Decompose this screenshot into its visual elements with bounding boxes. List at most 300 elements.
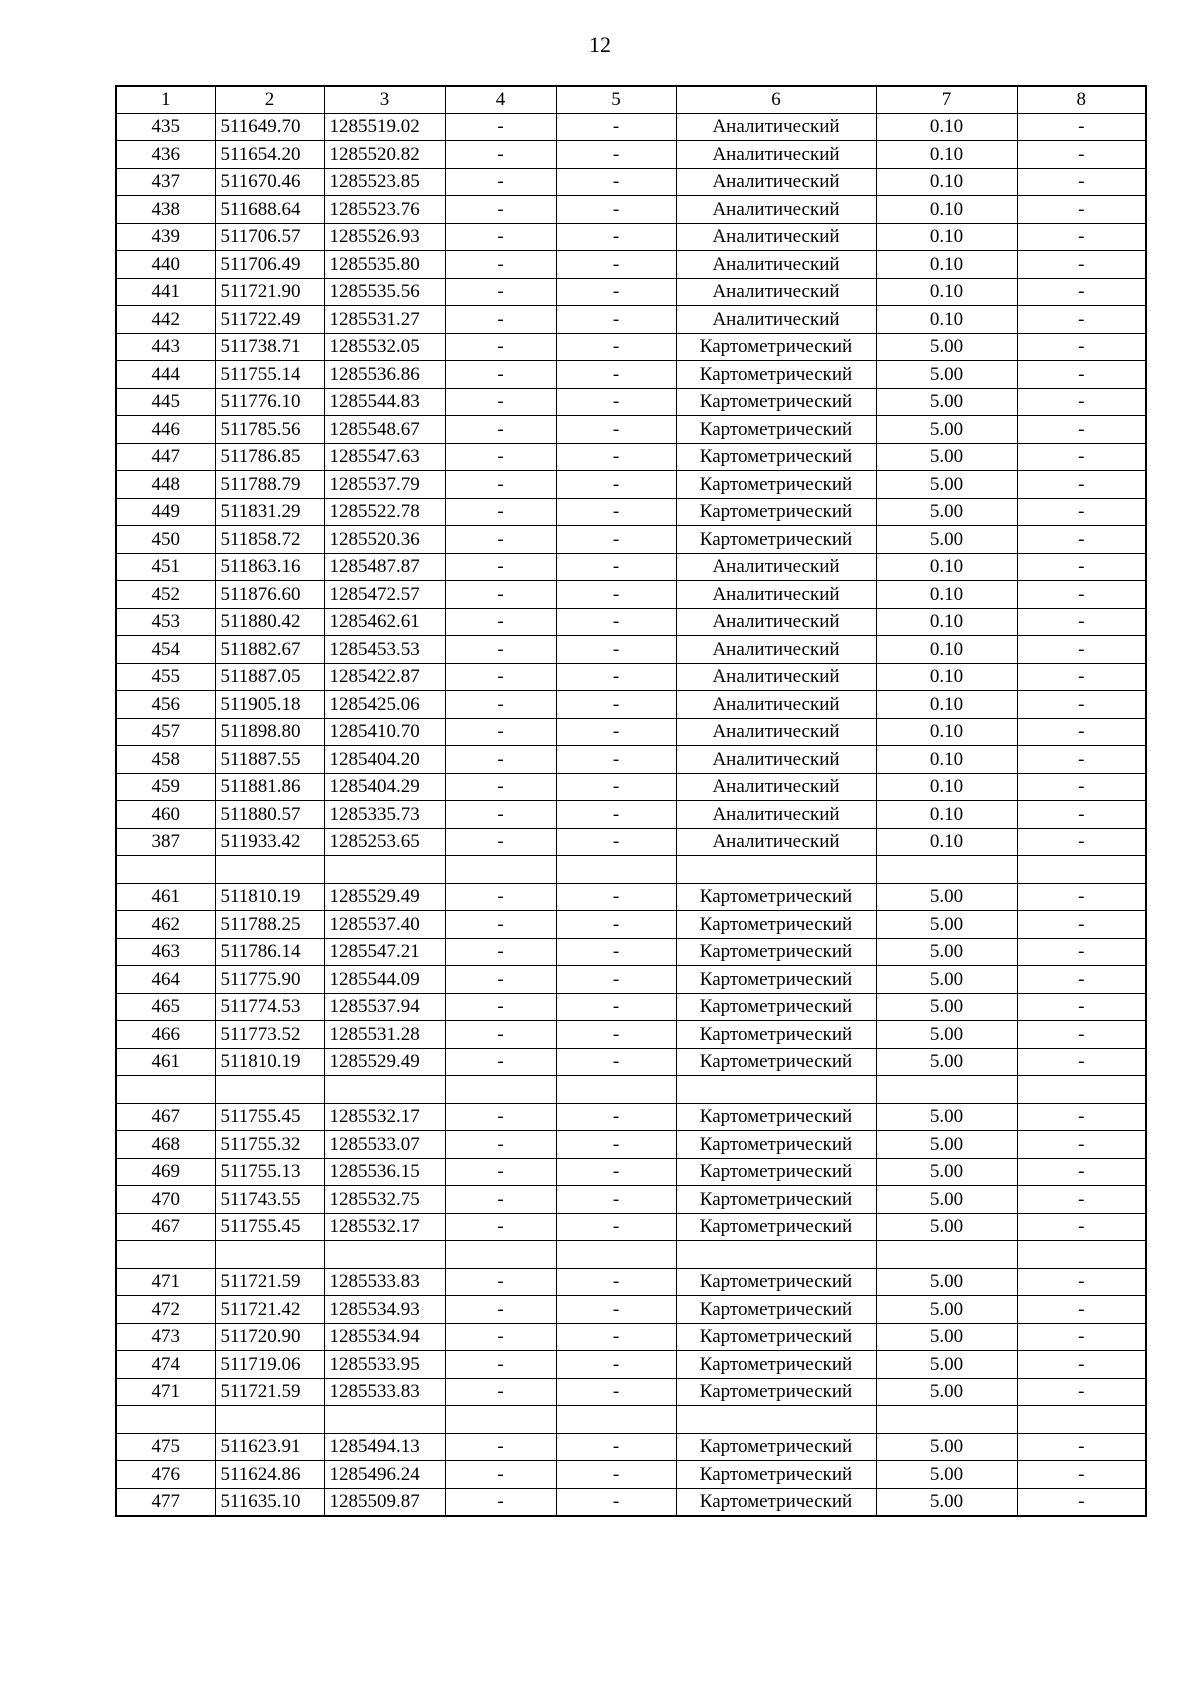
table-row xyxy=(116,498,1146,526)
point-number-cell: 387 xyxy=(116,828,215,856)
point-number-cell: 457 xyxy=(116,718,215,746)
x-coordinate-cell: 511654.20 xyxy=(215,141,324,169)
col-8-cell: - xyxy=(1017,938,1146,966)
accuracy-cell: 5.00 xyxy=(876,1461,1017,1489)
point-number-cell: 471 xyxy=(116,1378,215,1406)
accuracy-cell: 5.00 xyxy=(876,1323,1017,1351)
x-coordinate-cell: 511743.55 xyxy=(215,1186,324,1214)
col-4-cell: - xyxy=(445,828,556,856)
table-row xyxy=(116,1461,1146,1489)
method-cell: Аналитический xyxy=(676,196,876,224)
point-number-cell: 475 xyxy=(116,1433,215,1461)
col-8-cell: - xyxy=(1017,608,1146,636)
col-4-cell: - xyxy=(445,113,556,141)
y-coordinate-cell: 1285532.75 xyxy=(324,1186,445,1214)
col-5-cell: - xyxy=(556,1268,676,1296)
x-coordinate-cell xyxy=(215,1241,324,1269)
col-4-cell: - xyxy=(445,1351,556,1379)
table-row xyxy=(116,993,1146,1021)
col-4-cell xyxy=(445,1241,556,1269)
method-cell: Картометрический xyxy=(676,911,876,939)
point-number-cell: 441 xyxy=(116,278,215,306)
x-coordinate-cell: 511788.25 xyxy=(215,911,324,939)
method-cell: Аналитический xyxy=(676,553,876,581)
point-number-cell: 466 xyxy=(116,1021,215,1049)
x-coordinate-cell: 511721.90 xyxy=(215,278,324,306)
col-4-cell: - xyxy=(445,993,556,1021)
y-coordinate-cell: 1285537.94 xyxy=(324,993,445,1021)
col-5-cell: - xyxy=(556,1021,676,1049)
col-4-cell: - xyxy=(445,1131,556,1159)
accuracy-cell: 5.00 xyxy=(876,911,1017,939)
accuracy-cell: 0.10 xyxy=(876,141,1017,169)
accuracy-cell xyxy=(876,1406,1017,1434)
x-coordinate-cell: 511887.55 xyxy=(215,746,324,774)
table-row xyxy=(116,1351,1146,1379)
y-coordinate-cell: 1285548.67 xyxy=(324,416,445,444)
point-number-cell: 453 xyxy=(116,608,215,636)
col-5-cell: - xyxy=(556,1213,676,1241)
col-8-cell: - xyxy=(1017,993,1146,1021)
point-number-cell: 463 xyxy=(116,938,215,966)
col-8-cell: - xyxy=(1017,553,1146,581)
col-5-cell: - xyxy=(556,801,676,829)
method-cell: Картометрический xyxy=(676,938,876,966)
col-8-cell: - xyxy=(1017,1378,1146,1406)
accuracy-cell: 5.00 xyxy=(876,1488,1017,1516)
table-row xyxy=(116,1488,1146,1516)
col-5-cell: - xyxy=(556,526,676,554)
method-cell: Картометрический xyxy=(676,1461,876,1489)
x-coordinate-cell: 511786.85 xyxy=(215,443,324,471)
accuracy-cell: 5.00 xyxy=(876,526,1017,554)
header-cell: 7 xyxy=(876,86,1017,113)
accuracy-cell: 0.10 xyxy=(876,718,1017,746)
col-4-cell: - xyxy=(445,278,556,306)
y-coordinate-cell: 1285253.65 xyxy=(324,828,445,856)
col-4-cell: - xyxy=(445,1488,556,1516)
accuracy-cell: 5.00 xyxy=(876,1296,1017,1324)
col-4-cell: - xyxy=(445,1323,556,1351)
y-coordinate-cell: 1285509.87 xyxy=(324,1488,445,1516)
table-row xyxy=(116,1433,1146,1461)
method-cell: Картометрический xyxy=(676,361,876,389)
table-row xyxy=(116,416,1146,444)
table-row xyxy=(116,1131,1146,1159)
point-number-cell xyxy=(116,1241,215,1269)
col-4-cell: - xyxy=(445,196,556,224)
col-5-cell: - xyxy=(556,828,676,856)
col-8-cell: - xyxy=(1017,691,1146,719)
table-row xyxy=(116,636,1146,664)
header-cell: 2 xyxy=(215,86,324,113)
col-4-cell: - xyxy=(445,388,556,416)
accuracy-cell: 5.00 xyxy=(876,938,1017,966)
point-number-cell: 461 xyxy=(116,1048,215,1076)
col-5-cell: - xyxy=(556,498,676,526)
point-number-cell: 436 xyxy=(116,141,215,169)
method-cell: Картометрический xyxy=(676,1131,876,1159)
accuracy-cell: 0.10 xyxy=(876,251,1017,279)
point-number-cell: 455 xyxy=(116,663,215,691)
x-coordinate-cell: 511887.05 xyxy=(215,663,324,691)
y-coordinate-cell: 1285422.87 xyxy=(324,663,445,691)
col-4-cell: - xyxy=(445,636,556,664)
table-row xyxy=(116,1241,1146,1269)
point-number-cell xyxy=(116,1406,215,1434)
col-5-cell: - xyxy=(556,636,676,664)
col-4-cell: - xyxy=(445,581,556,609)
col-5-cell: - xyxy=(556,443,676,471)
point-number-cell: 468 xyxy=(116,1131,215,1159)
header-cell: 1 xyxy=(116,86,215,113)
col-4-cell: - xyxy=(445,361,556,389)
x-coordinate-cell: 511810.19 xyxy=(215,1048,324,1076)
col-8-cell: - xyxy=(1017,828,1146,856)
col-4-cell: - xyxy=(445,1048,556,1076)
col-5-cell: - xyxy=(556,966,676,994)
col-5-cell: - xyxy=(556,581,676,609)
col-5-cell: - xyxy=(556,1103,676,1131)
method-cell: Картометрический xyxy=(676,333,876,361)
point-number-cell: 467 xyxy=(116,1103,215,1131)
col-5-cell: - xyxy=(556,471,676,499)
col-5-cell: - xyxy=(556,361,676,389)
col-4-cell: - xyxy=(445,251,556,279)
col-5-cell: - xyxy=(556,168,676,196)
y-coordinate-cell: 1285523.76 xyxy=(324,196,445,224)
col-4-cell: - xyxy=(445,938,556,966)
x-coordinate-cell: 511670.46 xyxy=(215,168,324,196)
col-8-cell xyxy=(1017,1076,1146,1104)
col-8-cell: - xyxy=(1017,141,1146,169)
accuracy-cell: 0.10 xyxy=(876,196,1017,224)
method-cell: Аналитический xyxy=(676,691,876,719)
x-coordinate-cell: 511785.56 xyxy=(215,416,324,444)
x-coordinate-cell: 511786.14 xyxy=(215,938,324,966)
col-8-cell xyxy=(1017,1241,1146,1269)
table-row xyxy=(116,581,1146,609)
y-coordinate-cell: 1285494.13 xyxy=(324,1433,445,1461)
method-cell: Картометрический xyxy=(676,471,876,499)
method-cell: Картометрический xyxy=(676,1213,876,1241)
point-number-cell: 445 xyxy=(116,388,215,416)
point-number-cell: 442 xyxy=(116,306,215,334)
y-coordinate-cell: 1285534.93 xyxy=(324,1296,445,1324)
accuracy-cell: 5.00 xyxy=(876,416,1017,444)
x-coordinate-cell: 511774.53 xyxy=(215,993,324,1021)
table-row xyxy=(116,1186,1146,1214)
col-8-cell: - xyxy=(1017,196,1146,224)
method-cell: Аналитический xyxy=(676,113,876,141)
y-coordinate-cell: 1285532.17 xyxy=(324,1213,445,1241)
point-number-cell: 452 xyxy=(116,581,215,609)
table-row xyxy=(116,278,1146,306)
method-cell: Картометрический xyxy=(676,1186,876,1214)
x-coordinate-cell: 511858.72 xyxy=(215,526,324,554)
x-coordinate-cell xyxy=(215,1076,324,1104)
y-coordinate-cell: 1285529.49 xyxy=(324,1048,445,1076)
col-5-cell: - xyxy=(556,306,676,334)
x-coordinate-cell: 511635.10 xyxy=(215,1488,324,1516)
col-8-cell: - xyxy=(1017,581,1146,609)
table-row xyxy=(116,718,1146,746)
x-coordinate-cell: 511721.59 xyxy=(215,1268,324,1296)
method-cell: Картометрический xyxy=(676,1296,876,1324)
x-coordinate-cell: 511755.45 xyxy=(215,1213,324,1241)
method-cell: Картометрический xyxy=(676,1158,876,1186)
col-8-cell: - xyxy=(1017,388,1146,416)
col-4-cell: - xyxy=(445,966,556,994)
y-coordinate-cell: 1285529.49 xyxy=(324,883,445,911)
col-5-cell: - xyxy=(556,333,676,361)
accuracy-cell: 5.00 xyxy=(876,1213,1017,1241)
col-4-cell: - xyxy=(445,333,556,361)
y-coordinate-cell: 1285532.17 xyxy=(324,1103,445,1131)
table-row xyxy=(116,361,1146,389)
table-row xyxy=(116,883,1146,911)
method-cell: Аналитический xyxy=(676,141,876,169)
y-coordinate-cell: 1285520.36 xyxy=(324,526,445,554)
method-cell xyxy=(676,1241,876,1269)
table-row xyxy=(116,333,1146,361)
col-8-cell: - xyxy=(1017,1131,1146,1159)
y-coordinate-cell: 1285526.93 xyxy=(324,223,445,251)
col-8-cell: - xyxy=(1017,443,1146,471)
x-coordinate-cell: 511755.14 xyxy=(215,361,324,389)
col-4-cell: - xyxy=(445,1021,556,1049)
col-8-cell: - xyxy=(1017,1268,1146,1296)
col-4-cell: - xyxy=(445,1378,556,1406)
x-coordinate-cell: 511688.64 xyxy=(215,196,324,224)
col-8-cell: - xyxy=(1017,1158,1146,1186)
col-4-cell: - xyxy=(445,718,556,746)
y-coordinate-cell: 1285532.05 xyxy=(324,333,445,361)
col-4-cell: - xyxy=(445,223,556,251)
col-5-cell: - xyxy=(556,1158,676,1186)
y-coordinate-cell: 1285544.09 xyxy=(324,966,445,994)
point-number-cell: 465 xyxy=(116,993,215,1021)
method-cell: Аналитический xyxy=(676,636,876,664)
method-cell: Аналитический xyxy=(676,581,876,609)
header-cell: 3 xyxy=(324,86,445,113)
col-8-cell: - xyxy=(1017,1323,1146,1351)
col-4-cell: - xyxy=(445,773,556,801)
y-coordinate-cell: 1285537.40 xyxy=(324,911,445,939)
point-number-cell: 451 xyxy=(116,553,215,581)
accuracy-cell: 5.00 xyxy=(876,1433,1017,1461)
col-8-cell xyxy=(1017,856,1146,884)
point-number-cell: 471 xyxy=(116,1268,215,1296)
table-row xyxy=(116,773,1146,801)
y-coordinate-cell: 1285533.95 xyxy=(324,1351,445,1379)
point-number-cell: 459 xyxy=(116,773,215,801)
header-cell: 5 xyxy=(556,86,676,113)
header-cell: 6 xyxy=(676,86,876,113)
point-number-cell: 449 xyxy=(116,498,215,526)
col-8-cell: - xyxy=(1017,1296,1146,1324)
method-cell: Аналитический xyxy=(676,801,876,829)
y-coordinate-cell: 1285547.63 xyxy=(324,443,445,471)
col-8-cell: - xyxy=(1017,168,1146,196)
method-cell: Аналитический xyxy=(676,773,876,801)
col-5-cell xyxy=(556,856,676,884)
x-coordinate-cell: 511706.49 xyxy=(215,251,324,279)
col-8-cell: - xyxy=(1017,883,1146,911)
x-coordinate-cell: 511623.91 xyxy=(215,1433,324,1461)
accuracy-cell: 0.10 xyxy=(876,553,1017,581)
x-coordinate-cell: 511649.70 xyxy=(215,113,324,141)
y-coordinate-cell: 1285536.86 xyxy=(324,361,445,389)
table-row xyxy=(116,1406,1146,1434)
accuracy-cell: 0.10 xyxy=(876,663,1017,691)
col-5-cell: - xyxy=(556,553,676,581)
table-row xyxy=(116,1378,1146,1406)
method-cell: Аналитический xyxy=(676,306,876,334)
col-8-cell: - xyxy=(1017,333,1146,361)
col-8-cell: - xyxy=(1017,1461,1146,1489)
col-4-cell: - xyxy=(445,1186,556,1214)
method-cell: Картометрический xyxy=(676,498,876,526)
col-8-cell xyxy=(1017,1406,1146,1434)
col-4-cell: - xyxy=(445,553,556,581)
point-number-cell: 462 xyxy=(116,911,215,939)
accuracy-cell: 5.00 xyxy=(876,1351,1017,1379)
col-8-cell: - xyxy=(1017,251,1146,279)
col-4-cell: - xyxy=(445,1158,556,1186)
col-5-cell: - xyxy=(556,251,676,279)
table-row xyxy=(116,1213,1146,1241)
col-5-cell: - xyxy=(556,1131,676,1159)
col-8-cell: - xyxy=(1017,416,1146,444)
col-5-cell: - xyxy=(556,746,676,774)
point-number-cell: 464 xyxy=(116,966,215,994)
method-cell: Картометрический xyxy=(676,1488,876,1516)
method-cell: Картометрический xyxy=(676,1323,876,1351)
col-5-cell: - xyxy=(556,1433,676,1461)
col-5-cell: - xyxy=(556,416,676,444)
table-row xyxy=(116,746,1146,774)
x-coordinate-cell: 511881.86 xyxy=(215,773,324,801)
coordinates-table xyxy=(115,85,1147,1517)
table-row xyxy=(116,691,1146,719)
accuracy-cell: 5.00 xyxy=(876,966,1017,994)
col-4-cell xyxy=(445,1406,556,1434)
accuracy-cell: 0.10 xyxy=(876,828,1017,856)
accuracy-cell xyxy=(876,856,1017,884)
method-cell: Аналитический xyxy=(676,223,876,251)
table-row xyxy=(116,168,1146,196)
col-8-cell: - xyxy=(1017,306,1146,334)
y-coordinate-cell: 1285404.20 xyxy=(324,746,445,774)
y-coordinate-cell xyxy=(324,1076,445,1104)
accuracy-cell: 0.10 xyxy=(876,691,1017,719)
accuracy-cell: 0.10 xyxy=(876,581,1017,609)
accuracy-cell: 5.00 xyxy=(876,333,1017,361)
col-5-cell: - xyxy=(556,1186,676,1214)
method-cell: Картометрический xyxy=(676,416,876,444)
accuracy-cell xyxy=(876,1241,1017,1269)
point-number-cell: 460 xyxy=(116,801,215,829)
accuracy-cell: 0.10 xyxy=(876,773,1017,801)
point-number-cell: 444 xyxy=(116,361,215,389)
col-4-cell: - xyxy=(445,141,556,169)
col-8-cell: - xyxy=(1017,1048,1146,1076)
point-number-cell: 473 xyxy=(116,1323,215,1351)
method-cell: Картометрический xyxy=(676,883,876,911)
point-number-cell: 447 xyxy=(116,443,215,471)
y-coordinate-cell: 1285533.07 xyxy=(324,1131,445,1159)
col-8-cell: - xyxy=(1017,1488,1146,1516)
y-coordinate-cell: 1285519.02 xyxy=(324,113,445,141)
method-cell: Аналитический xyxy=(676,718,876,746)
method-cell xyxy=(676,1076,876,1104)
col-8-cell: - xyxy=(1017,113,1146,141)
point-number-cell: 458 xyxy=(116,746,215,774)
x-coordinate-cell: 511905.18 xyxy=(215,691,324,719)
x-coordinate-cell: 511721.42 xyxy=(215,1296,324,1324)
accuracy-cell: 5.00 xyxy=(876,1268,1017,1296)
col-4-cell: - xyxy=(445,443,556,471)
y-coordinate-cell: 1285522.78 xyxy=(324,498,445,526)
col-4-cell: - xyxy=(445,1461,556,1489)
col-4-cell: - xyxy=(445,168,556,196)
point-number-cell: 437 xyxy=(116,168,215,196)
accuracy-cell: 5.00 xyxy=(876,1048,1017,1076)
y-coordinate-cell: 1285523.85 xyxy=(324,168,445,196)
col-5-cell xyxy=(556,1406,676,1434)
method-cell: Картометрический xyxy=(676,526,876,554)
x-coordinate-cell xyxy=(215,1406,324,1434)
y-coordinate-cell: 1285520.82 xyxy=(324,141,445,169)
y-coordinate-cell: 1285535.56 xyxy=(324,278,445,306)
col-8-cell: - xyxy=(1017,1021,1146,1049)
col-5-cell: - xyxy=(556,663,676,691)
table-row xyxy=(116,801,1146,829)
accuracy-cell: 0.10 xyxy=(876,801,1017,829)
col-5-cell xyxy=(556,1241,676,1269)
table-row xyxy=(116,1323,1146,1351)
table-row xyxy=(116,663,1146,691)
col-5-cell: - xyxy=(556,938,676,966)
x-coordinate-cell: 511738.71 xyxy=(215,333,324,361)
col-4-cell: - xyxy=(445,1103,556,1131)
x-coordinate-cell: 511722.49 xyxy=(215,306,324,334)
x-coordinate-cell: 511706.57 xyxy=(215,223,324,251)
accuracy-cell: 5.00 xyxy=(876,1378,1017,1406)
col-4-cell: - xyxy=(445,306,556,334)
col-4-cell: - xyxy=(445,416,556,444)
x-coordinate-cell: 511755.32 xyxy=(215,1131,324,1159)
accuracy-cell: 0.10 xyxy=(876,306,1017,334)
col-4-cell: - xyxy=(445,663,556,691)
col-8-cell: - xyxy=(1017,966,1146,994)
point-number-cell: 474 xyxy=(116,1351,215,1379)
method-cell xyxy=(676,1406,876,1434)
col-5-cell: - xyxy=(556,911,676,939)
table-row xyxy=(116,1103,1146,1131)
method-cell: Картометрический xyxy=(676,1103,876,1131)
col-4-cell: - xyxy=(445,801,556,829)
method-cell: Картометрический xyxy=(676,1351,876,1379)
table-row xyxy=(116,966,1146,994)
point-number-cell: 450 xyxy=(116,526,215,554)
accuracy-cell: 5.00 xyxy=(876,1131,1017,1159)
point-number-cell xyxy=(116,1076,215,1104)
accuracy-cell: 0.10 xyxy=(876,636,1017,664)
y-coordinate-cell: 1285534.94 xyxy=(324,1323,445,1351)
x-coordinate-cell: 511933.42 xyxy=(215,828,324,856)
